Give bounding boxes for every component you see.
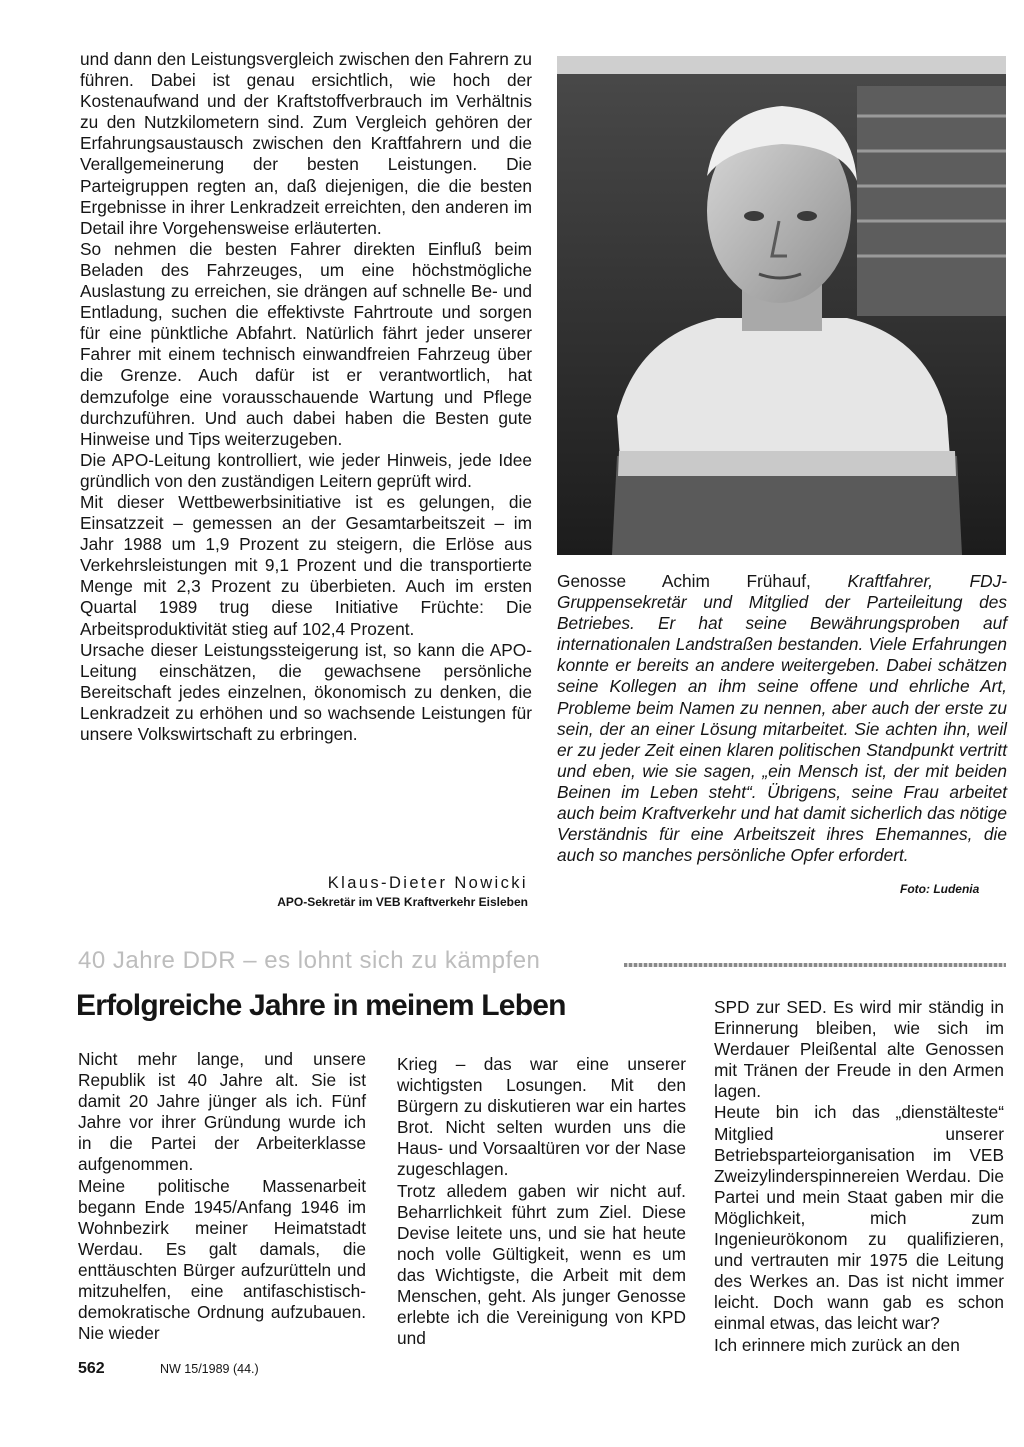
upper-paragraph: Ursache dieser Leistungssteigerung ist, so kann die APO-Leitung einschätzen, die gewachsene persönliche Bereitschaft jedes einzelnen, ökonomisch zu denken, die Lenkradzeit zu erhöhen und so wachsende Leistungen für unsere Volkswirtschaft zu erbringen.	[80, 639, 532, 744]
article-headline: Erfolgreiche Jahre in meinem Leben	[76, 989, 566, 1022]
lower-paragraph: Krieg – das war eine unserer wichtigsten Losungen. Mit den Bürgern zu diskutieren war ein hartes Brot. Nicht selten wurden uns die Haus- und Vorsaaltüren vor der Nase zugeschlagen.	[397, 1054, 686, 1180]
author-role: APO-Sekretär im VEB Kraftverkehr Eisleben	[277, 895, 528, 909]
lower-paragraph: Ich erinnere mich zurück an den	[714, 1334, 960, 1355]
lower-column-3	[714, 997, 1004, 1356]
lower-paragraph: Heute bin ich das „dienstälteste“ Mitglied unserer Betriebsparteiorganisation im VEB Zweizylinderspinnereien Werdau. Die Partei und mein Staat gaben mir die Möglichkeit, mich zum Ingenieurökonom zu qualifizieren, und vertrauten mir 1975 die Leitung des Werkes an. Das ist nicht immer leicht. Doch wann gab es schon einmal etwas, das leicht war?	[714, 1102, 1004, 1334]
upper-paragraph: und dann den Leistungsvergleich zwischen den Fahrern zu führen. Dabei ist genau ersichtlich, wie hoch der Kostenaufwand und der Kraftstoffverbrauch im Verhältnis zu den Nutzkilometern sind. Zum Vergleich gehören der Erfahrungsaustausch zwischen den Kraftfahrern und die Verallgemeinerung der besten Leistungen. Die Parteigruppen regten an, daß diejenigen, die die besten Ergebnisse in ihrer Lenkradzeit erreichten, den anderen im Detail ihre Vorgehensweise erläuterten.	[80, 49, 532, 238]
caption-description: Kraftfahrer, FDJ-Gruppensekretär und Mitglied der Parteileitung des Betriebes. Er hat seine Bewährungsproben auf internationalen Landstraßen bestanden. Viele Erfahrungen konnte er bereits an andere weitergeben. Dabei schätzen seine Kollegen an ihm seine offene und ehrliche Art, Probleme beim Namen zu nennen, aber auch der erste zu sein, der an einer Lösung mitarbeitet. Sie achten ihn, weil er zu jeder Zeit einen klaren politischen Standpunkt vertritt und eben, wie sie sagen, „ein Mensch ist, der mit beiden Beinen im Leben steht“. Übrigens, seine Frau arbeitet auch beim Kraftverkehr und hat damit sicherlich das nötige Verständnis für eine Arbeitszeit ihres Ehemannes, die auch so manches persönliche Opfer erfordert.	[557, 571, 1007, 866]
issue-reference: NW 15/1989 (44.)	[160, 1362, 259, 1376]
portrait-illustration	[557, 56, 1006, 555]
author-name: Klaus-Dieter Nowicki	[327, 874, 528, 892]
photo-credit: Foto: Ludenia	[900, 882, 980, 896]
portrait-photo	[557, 56, 1006, 555]
lower-paragraph: Meine politische Massenarbeit begann Ende 1945/Anfang 1946 im Wohnbezirk meiner Heimatstadt Werdau. Es galt damals, die enttäuschten Bürger aufzurütteln und mitzuhelfen, eine antifaschistisch-demokratische Ordnung aufzubauen. Nie wieder	[78, 1175, 366, 1344]
section-kicker: 40 Jahre DDR – es lohnt sich zu kämpfen	[78, 947, 541, 974]
upper-paragraph: So nehmen die besten Fahrer direkten Einfluß beim Beladen des Fahrzeuges, um eine höchstmögliche Auslastung zu erreichen, sie drängen auf schnelle Be- und Entladung, suchen die effektivste Fahrtroute und sorgen für eine pünktliche Abfahrt. Natürlich fährt jeder unserer Fahrer mit einem technisch einwandfreien Fahrzeug über die Grenze. Auch dafür ist er verantwortlich, hat demzufolge eine vorausschauende Wartung und Pflege durchzuführen. Und auch dabei haben die Besten gute Hinweise und Tips weiterzugeben.	[80, 238, 532, 449]
lower-paragraph: Nicht mehr lange, und unsere Republik ist 40 Jahre alt. Sie ist damit 20 Jahre jünger als ich. Fünf Jahre vor ihrer Gründung wurde ich in die Partei der Arbeiterklasse aufgenommen.	[78, 1049, 366, 1175]
upper-paragraph: Mit dieser Wettbewerbsinitiative ist es gelungen, die Einsatzzeit – gemessen an der Gesamtarbeitszeit – im Jahr 1988 um 1,9 Prozent zu steigern, die Erlöse aus Verkehrsleistungen mit 9,1 Prozent und die transportierte Menge mit 2,3 Prozent zu überbieten. Auch im ersten Quartal 1989 trug diese Initiative Früchte: Die Arbeitsproduktivität stieg auf 102,4 Prozent.	[80, 491, 532, 639]
page-number: 562	[78, 1360, 105, 1377]
caption-person-name: Genosse Achim Frühauf,	[557, 571, 811, 591]
lower-column-1	[78, 1049, 366, 1344]
photo-caption	[557, 571, 1007, 866]
upper-article-column	[80, 49, 532, 745]
kicker-rule	[624, 963, 1006, 967]
lower-paragraph: SPD zur SED. Es wird mir ständig in Erinnerung bleiben, wie sich im Werdauer Pleißental alte Genossen mit Tränen der Freude in den Armen lagen.	[714, 997, 1004, 1102]
lower-column-2	[397, 1054, 686, 1349]
upper-paragraph: Die APO-Leitung kontrolliert, wie jeder Hinweis, jede Idee gründlich von den zuständigen Leitern geprüft wird.	[80, 449, 532, 491]
lower-paragraph: Trotz alledem gaben wir nicht auf. Beharrlichkeit führt zum Ziel. Diese Devise leitete uns, und sie hat heute noch volle Gültigkeit, wenn es um das Wichtigste, die Arbeit mit dem Menschen, geht. Als junger Genosse erlebte ich die Vereinigung von KPD und	[397, 1180, 686, 1349]
